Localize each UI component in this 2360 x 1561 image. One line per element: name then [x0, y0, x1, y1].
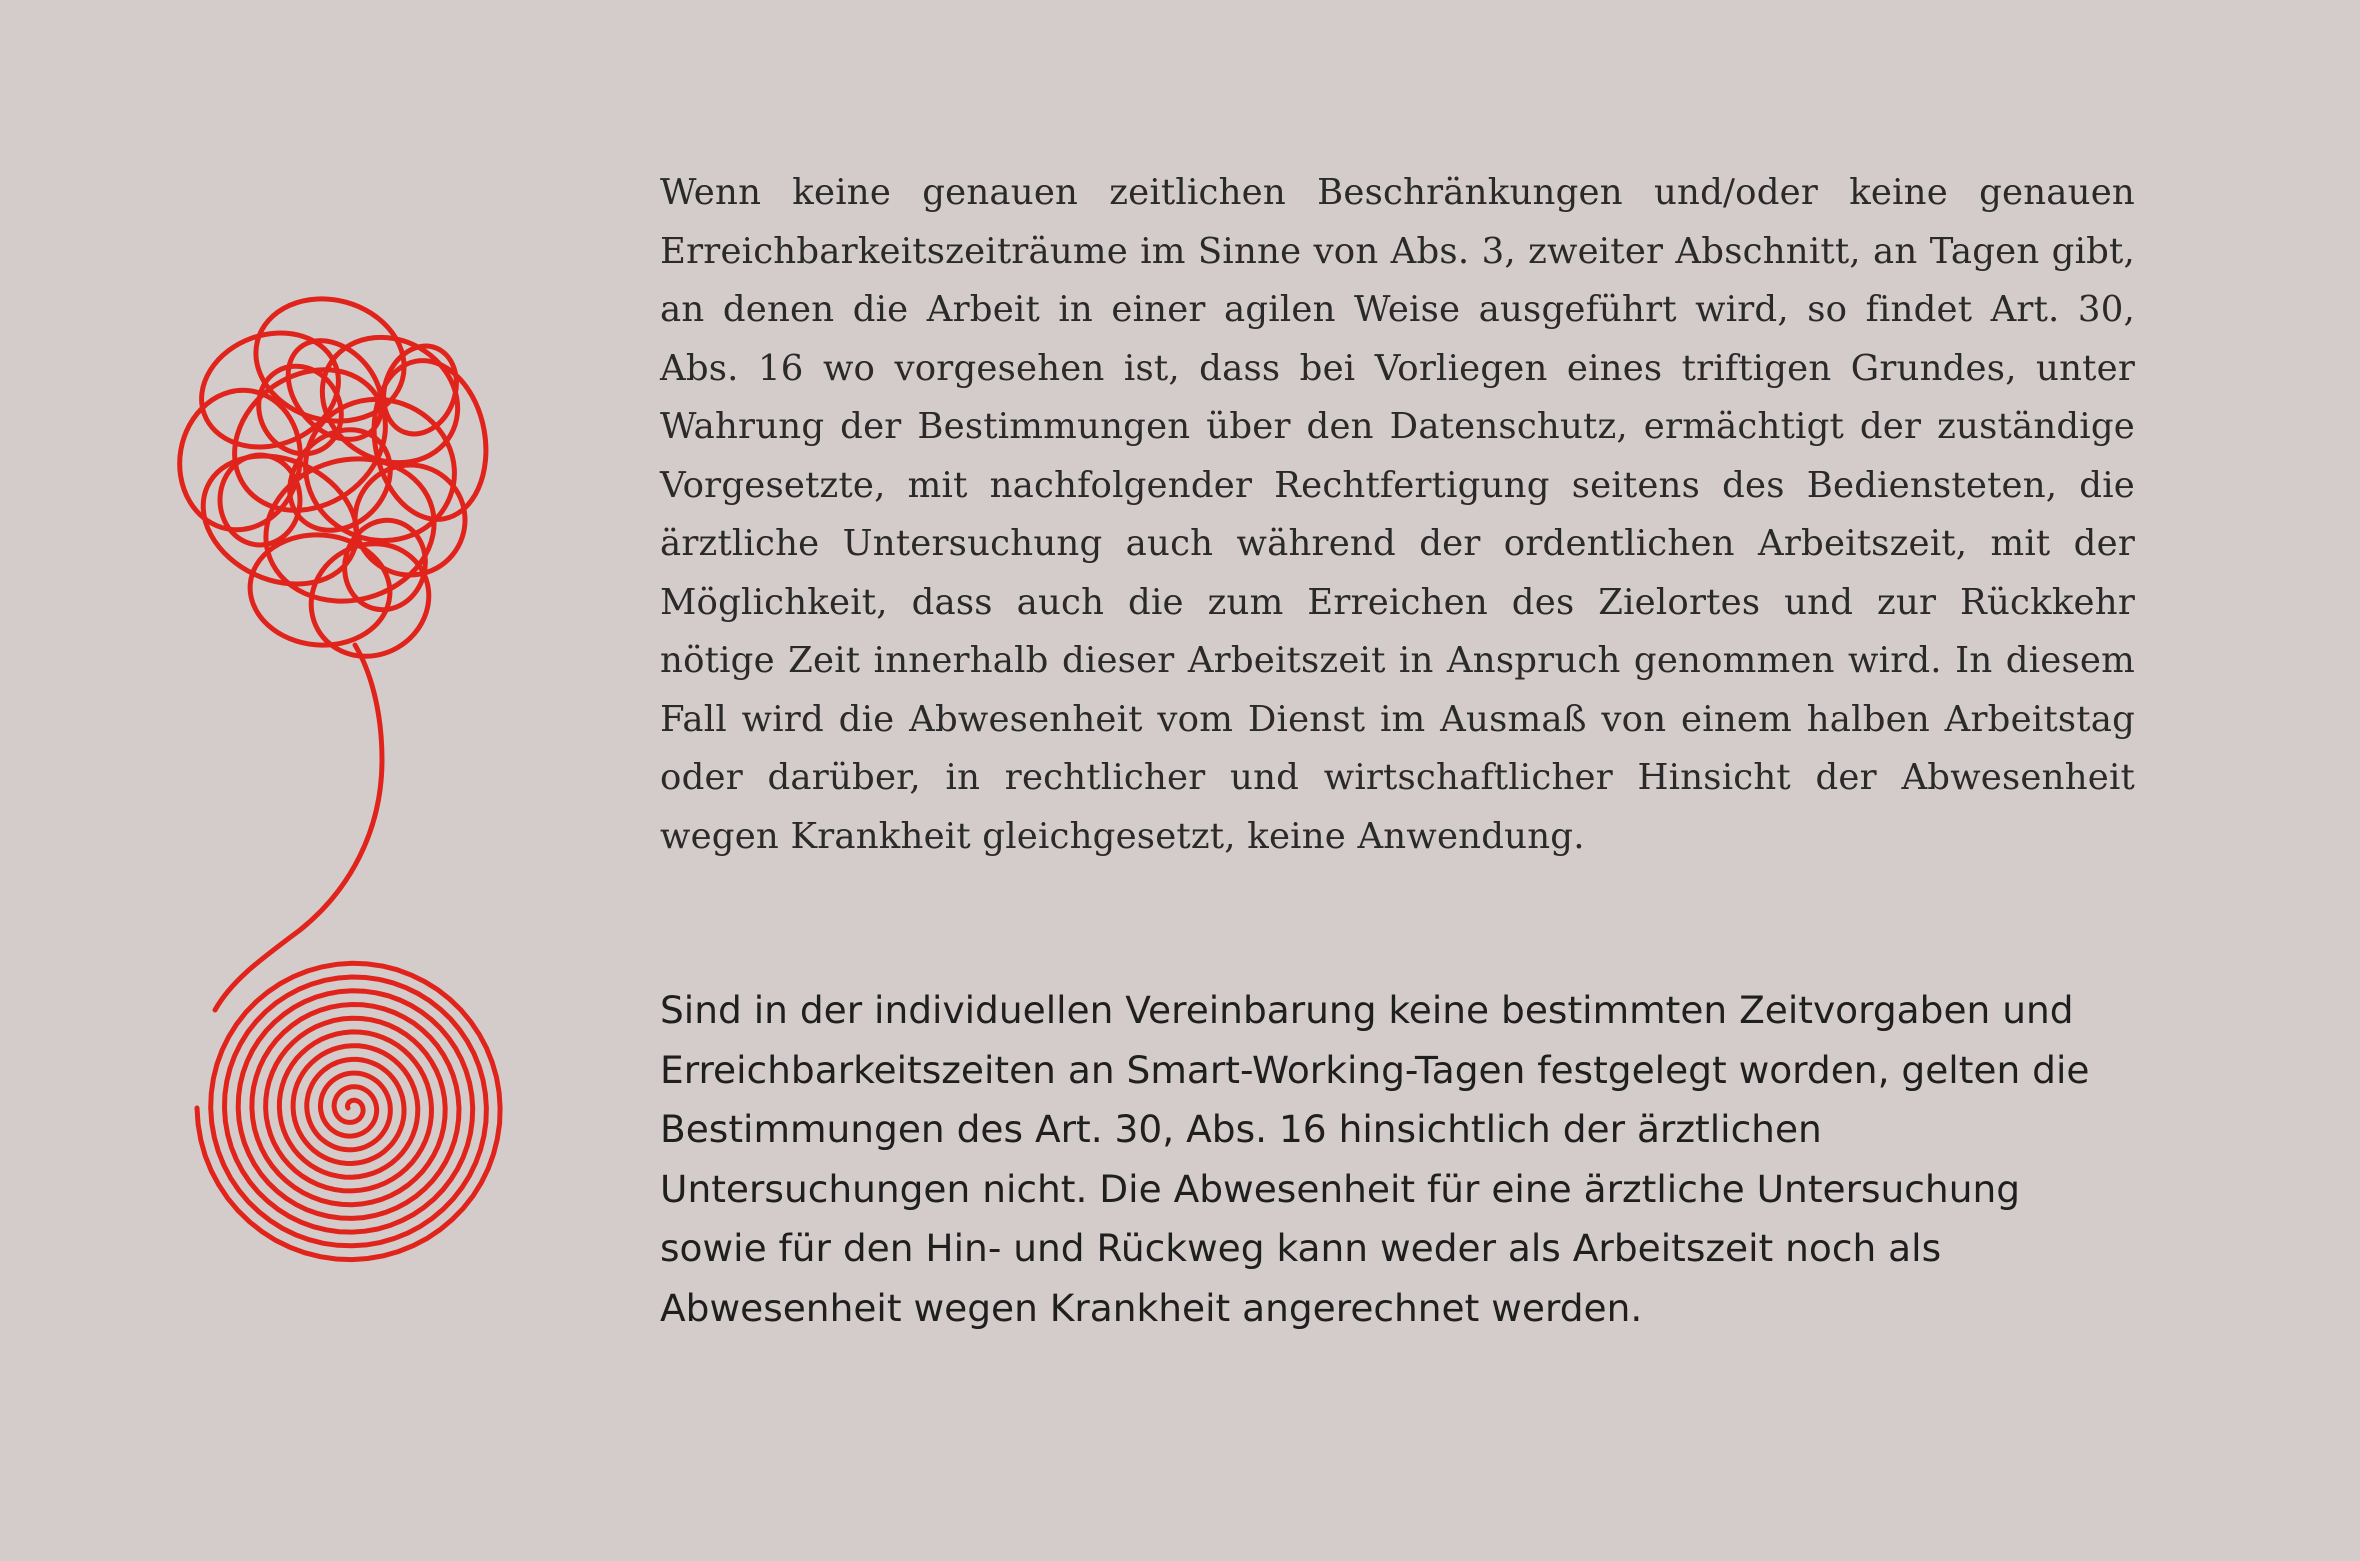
thread-line — [215, 645, 382, 1010]
text-column — [660, 164, 2135, 1338]
tangled-thread-spiral-illustration — [120, 270, 540, 1320]
tangle-loop — [291, 522, 450, 677]
tangle-scribble — [169, 283, 498, 678]
tangled-thread-spiral-icon — [120, 270, 540, 1320]
tangle-loop — [333, 443, 488, 598]
thread-spiral — [197, 963, 500, 1259]
paragraph-sans: Sind in der individuellen Vereinbarung keine bestimmten Zeitvorgaben und Erreichbarkeitszeiten an Smart-Working-Tagen festgelegt worden, gelten die Bestimmungen des Art. 30, Abs. 16 hinsichtlich der ärztlichen Untersuchungen nicht. Die Abwesenheit für eine ärztliche Untersuchung sowie für den Hin- und Rückweg kann weder als Arbeitszeit noch als Abwesenheit wegen Krankheit angerechnet werden. — [660, 988, 2090, 1330]
paragraph-serif: Wenn keine genauen zeitlichen Beschränkungen und/oder keine genauen Erreichbarkeitszeiträume im Sinne von Abs. 3, zweiter Abschnitt, an Tagen gibt, an denen die Arbeit in einer agilen Weise ausgeführt wird, so findet Art. 30, Abs. 16 wo vorgesehen ist, dass bei Vorliegen eines triftigen Grundes, unter Wahrung der Bestimmungen über den Datenschutz, ermächtigt der zuständige Vorgesetzte, mit nachfolgender Rechtfertigung seitens des Bediensteten, die ärztliche Untersuchung auch während der ordentlichen Arbeitszeit, mit der Möglichkeit, dass auch die zum Erreichen des Zielortes und zur Rückkehr nötige Zeit innerhalb dieser Arbeitszeit in Anspruch genommen wird. In diesem Fall wird die Abwesenheit vom Dienst im Ausmaß von einem halben Arbeitstag oder darüber, in rechtlicher und wirtschaftlicher Hinsicht der Abwesenheit wegen Krankheit gleichgesetzt, keine Anwendung. — [660, 172, 2135, 857]
